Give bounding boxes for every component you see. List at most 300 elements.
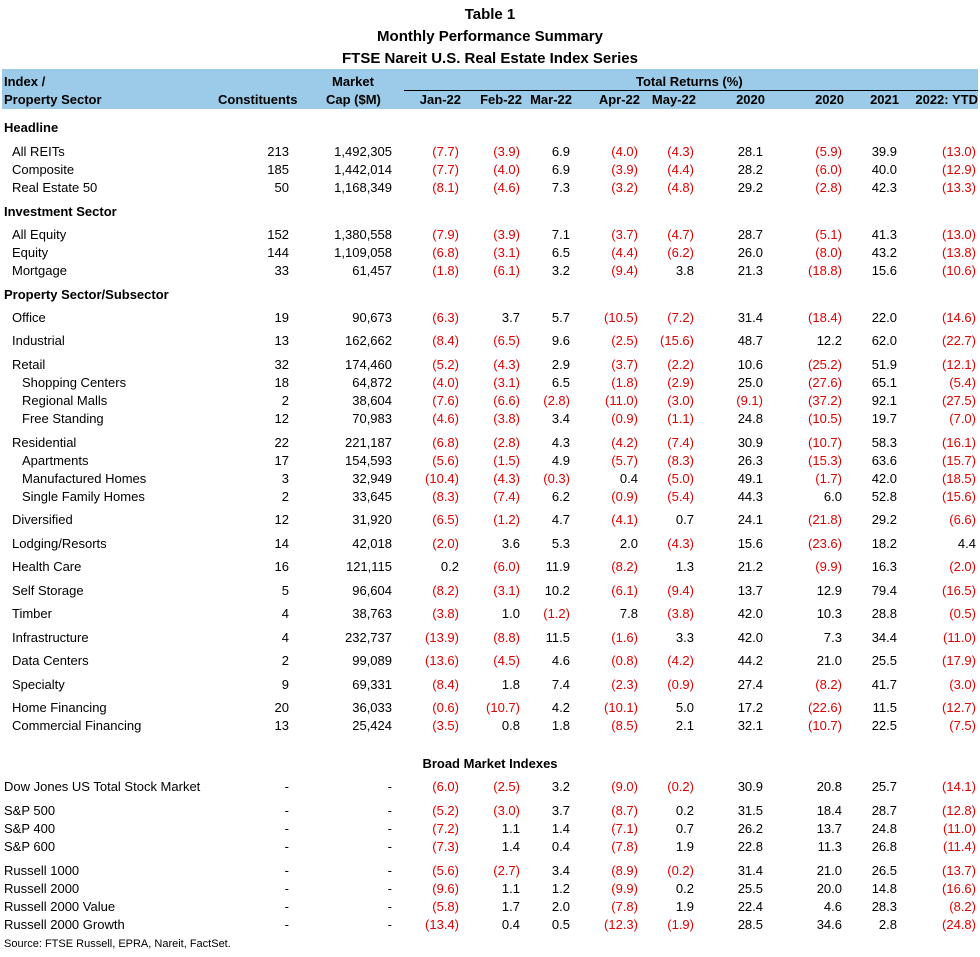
return-cell: (4.3)	[667, 144, 694, 159]
return-cell: 31.4	[737, 310, 763, 325]
market-cap-cell: 42,018	[352, 536, 392, 551]
row-label: S&P 500	[4, 803, 56, 818]
table-row	[0, 582, 980, 600]
return-cell: 11.3	[817, 839, 842, 854]
return-cell: 48.7	[737, 333, 763, 348]
return-cell: (3.0)	[667, 393, 694, 408]
table-row	[0, 558, 980, 576]
return-cell: 6.0	[823, 489, 842, 504]
return-cell: (5.9)	[815, 144, 842, 159]
return-cell: (8.1)	[432, 180, 459, 195]
section-header	[0, 286, 980, 304]
return-cell: (8.3)	[667, 453, 694, 468]
return-cell: 6.5	[551, 375, 570, 390]
row-label: Regional Malls	[22, 393, 108, 408]
return-cell: 58.3	[871, 435, 897, 450]
return-cell: (7.4)	[493, 489, 520, 504]
row-label: Equity	[12, 245, 49, 260]
row-label: Single Family Homes	[22, 489, 145, 504]
market-cap-cell: -	[387, 881, 392, 896]
table-row	[0, 862, 980, 880]
market-cap-cell: 36,033	[352, 700, 392, 715]
return-cell: (9.0)	[611, 779, 638, 794]
return-cell: (12.7)	[942, 700, 976, 715]
constituents-cell: -	[284, 821, 289, 836]
return-cell: (0.3)	[543, 471, 570, 486]
return-cell: (1.5)	[493, 453, 520, 468]
return-cell: 21.3	[737, 263, 763, 278]
return-cell: (8.2)	[611, 559, 638, 574]
return-cell: (27.6)	[808, 375, 842, 390]
return-cell: (11.0)	[605, 393, 638, 408]
return-cell: 30.9	[737, 779, 763, 794]
return-cell: (5.6)	[432, 863, 459, 878]
return-cell: 7.4	[551, 677, 570, 692]
return-cell: (9.4)	[667, 583, 694, 598]
table-row	[0, 410, 980, 428]
return-cell: 0.7	[675, 512, 694, 527]
row-label: S&P 600	[4, 839, 56, 854]
return-cell: 28.2	[737, 162, 763, 177]
return-cell: (5.7)	[611, 453, 638, 468]
constituents-cell: 2	[281, 393, 289, 408]
return-cell: (6.8)	[432, 435, 459, 450]
table-row	[0, 511, 980, 529]
market-cap-cell: 70,983	[352, 411, 392, 426]
return-cell: (2.0)	[432, 536, 459, 551]
return-cell: 2.0	[619, 536, 638, 551]
return-cell: (2.9)	[667, 375, 694, 390]
table-row	[0, 226, 980, 244]
constituents-cell: 12	[274, 512, 289, 527]
return-cell: (2.8)	[815, 180, 842, 195]
return-cell: 13.7	[737, 583, 763, 598]
return-cell: 22.5	[871, 718, 897, 733]
return-cell: (6.0)	[432, 779, 459, 794]
constituents-cell: 5	[281, 583, 289, 598]
return-cell: (13.0)	[942, 144, 976, 159]
return-cell: (9.9)	[611, 881, 638, 896]
return-cell: (3.9)	[493, 144, 520, 159]
market-cap-cell: -	[387, 779, 392, 794]
return-cell: (4.3)	[493, 471, 520, 486]
return-cell: 19.7	[871, 411, 897, 426]
return-cell: (8.2)	[432, 583, 459, 598]
return-cell: 25.5	[871, 653, 897, 668]
return-cell: 11.5	[872, 700, 897, 715]
return-cell: 42.3	[871, 180, 897, 195]
return-cell: (13.7)	[942, 863, 976, 878]
return-cell: (8.2)	[815, 677, 842, 692]
constituents-cell: -	[284, 899, 289, 914]
return-cell: 0.4	[551, 839, 570, 854]
market-cap-cell: 1,109,058	[334, 245, 392, 260]
table-row	[0, 392, 980, 410]
return-cell: (1.1)	[667, 411, 694, 426]
table-row	[0, 161, 980, 179]
table-row	[0, 880, 980, 898]
return-cell: 21.0	[816, 863, 842, 878]
header-market: Market	[332, 74, 374, 89]
table-row	[0, 332, 980, 350]
return-cell: 18.4	[816, 803, 842, 818]
market-cap-cell: -	[387, 821, 392, 836]
return-cell: (3.1)	[493, 583, 520, 598]
return-cell: 3.2	[551, 263, 570, 278]
constituents-cell: 17	[274, 453, 289, 468]
row-label: Data Centers	[12, 653, 89, 668]
return-cell: (3.8)	[432, 606, 459, 621]
table-subtitle-2: FTSE Nareit U.S. Real Estate Index Series	[342, 50, 638, 67]
return-cell: 7.3	[551, 180, 570, 195]
return-cell: (13.0)	[942, 227, 976, 242]
return-cell: (3.2)	[611, 180, 638, 195]
return-cell: 24.8	[737, 411, 763, 426]
table-row	[0, 676, 980, 694]
return-cell: (6.1)	[611, 583, 638, 598]
return-cell: 10.6	[737, 357, 763, 372]
constituents-cell: 4	[281, 630, 289, 645]
constituents-cell: 185	[267, 162, 289, 177]
return-cell: 18.2	[871, 536, 897, 551]
return-cell: (2.7)	[493, 863, 520, 878]
return-cell: 28.3	[871, 899, 897, 914]
return-cell: 16.3	[871, 559, 897, 574]
header-period: Jan-22	[419, 92, 461, 107]
header-period: Apr-22	[598, 92, 640, 107]
return-cell: (1.7)	[815, 471, 842, 486]
return-cell: (22.7)	[942, 333, 976, 348]
header-property-sector: Property Sector	[4, 92, 102, 107]
return-cell: 11.9	[545, 559, 570, 574]
return-cell: 10.2	[544, 583, 570, 598]
return-cell: 17.2	[737, 700, 763, 715]
return-cell: (13.9)	[425, 630, 459, 645]
return-cell: 3.3	[675, 630, 694, 645]
row-label: Commercial Financing	[12, 718, 142, 733]
return-cell: 31.5	[737, 803, 763, 818]
table-header	[2, 69, 978, 109]
return-cell: (3.0)	[949, 677, 976, 692]
return-cell: (7.7)	[432, 162, 459, 177]
return-cell: (4.5)	[493, 653, 520, 668]
table-row	[0, 838, 980, 856]
return-cell: 41.3	[871, 227, 897, 242]
return-cell: (0.9)	[611, 489, 638, 504]
return-cell: (10.7)	[808, 435, 842, 450]
return-cell: (10.6)	[942, 263, 976, 278]
section-header	[0, 119, 980, 137]
return-cell: (7.9)	[432, 227, 459, 242]
return-cell: 49.1	[737, 471, 763, 486]
return-cell: 92.1	[871, 393, 897, 408]
row-label: Dow Jones US Total Stock Market	[4, 779, 201, 794]
header-period: 2021	[870, 92, 899, 107]
return-cell: 42.0	[871, 471, 897, 486]
return-cell: (9.9)	[815, 559, 842, 574]
table-row	[0, 356, 980, 374]
return-cell: (0.6)	[432, 700, 459, 715]
return-cell: 51.9	[871, 357, 897, 372]
return-cell: 26.0	[737, 245, 763, 260]
row-label: Composite	[12, 162, 75, 177]
constituents-cell: 12	[274, 411, 289, 426]
return-cell: 1.8	[551, 718, 570, 733]
return-cell: 28.8	[871, 606, 897, 621]
row-label: Industrial	[12, 333, 65, 348]
return-cell: (10.7)	[486, 700, 520, 715]
return-cell: (3.5)	[432, 718, 459, 733]
return-cell: (8.7)	[611, 803, 638, 818]
return-cell: (13.6)	[425, 653, 459, 668]
constituents-cell: -	[284, 881, 289, 896]
return-cell: (7.8)	[611, 899, 638, 914]
market-cap-cell: 32,949	[352, 471, 392, 486]
return-cell: (6.0)	[493, 559, 520, 574]
header-cap: Cap ($M)	[326, 92, 381, 107]
return-cell: (18.5)	[942, 471, 976, 486]
return-cell: 31.4	[737, 863, 763, 878]
constituents-cell: -	[284, 839, 289, 854]
return-cell: 13.7	[816, 821, 842, 836]
row-label: Residential	[12, 435, 77, 450]
return-cell: 1.4	[501, 839, 520, 854]
return-cell: (14.6)	[942, 310, 976, 325]
table-row	[0, 309, 980, 327]
return-cell: 20.0	[816, 881, 842, 896]
return-cell: 4.4	[957, 536, 976, 551]
return-cell: 52.8	[871, 489, 897, 504]
row-label: Apartments	[22, 453, 89, 468]
return-cell: (13.8)	[942, 245, 976, 260]
table-subtitle: Monthly Performance Summary	[377, 28, 603, 45]
section-header	[0, 203, 980, 221]
return-cell: (14.1)	[942, 779, 976, 794]
constituents-cell: 4	[281, 606, 289, 621]
return-cell: (4.2)	[611, 435, 638, 450]
return-cell: (12.9)	[942, 162, 976, 177]
return-cell: 15.6	[737, 536, 763, 551]
return-cell: 63.6	[871, 453, 897, 468]
row-label: Russell 1000	[4, 863, 80, 878]
return-cell: (3.9)	[611, 162, 638, 177]
return-cell: (15.6)	[660, 333, 694, 348]
return-cell: 4.7	[551, 512, 570, 527]
return-cell: (8.2)	[949, 899, 976, 914]
return-cell: (3.9)	[493, 227, 520, 242]
return-cell: (11.0)	[943, 630, 976, 645]
return-cell: 14.8	[871, 881, 897, 896]
return-cell: (4.1)	[611, 512, 638, 527]
return-cell: (1.2)	[543, 606, 570, 621]
table-title: Table 1	[464, 6, 516, 23]
header-period: 2020	[815, 92, 844, 107]
return-cell: (5.0)	[667, 471, 694, 486]
return-cell: (18.4)	[808, 310, 842, 325]
market-cap-cell: -	[387, 803, 392, 818]
return-cell: (37.2)	[808, 393, 842, 408]
return-cell: 6.9	[551, 144, 570, 159]
return-cell: 4.2	[551, 700, 570, 715]
table-row	[0, 820, 980, 838]
row-label: Diversified	[12, 512, 73, 527]
return-cell: (22.6)	[808, 700, 842, 715]
return-cell: (5.2)	[432, 357, 459, 372]
return-cell: 12.9	[816, 583, 842, 598]
return-cell: 1.7	[501, 899, 520, 914]
return-cell: (5.4)	[667, 489, 694, 504]
return-cell: (5.4)	[949, 375, 976, 390]
constituents-cell: 16	[274, 559, 289, 574]
header-underline	[404, 90, 978, 91]
header-index: Index /	[4, 74, 46, 89]
return-cell: (8.4)	[432, 677, 459, 692]
return-cell: (9.1)	[736, 393, 763, 408]
market-cap-cell: 25,424	[352, 718, 392, 733]
return-cell: (6.3)	[432, 310, 459, 325]
market-cap-cell: 1,492,305	[334, 144, 392, 159]
section-label: Investment Sector	[4, 204, 117, 219]
market-cap-cell: 61,457	[352, 263, 392, 278]
return-cell: (7.5)	[949, 718, 976, 733]
return-cell: (10.5)	[808, 411, 842, 426]
return-cell: (16.6)	[942, 881, 976, 896]
return-cell: 4.6	[823, 899, 842, 914]
market-cap-cell: 1,168,349	[334, 180, 392, 195]
table-row	[0, 717, 980, 735]
return-cell: 40.0	[871, 162, 897, 177]
return-cell: 28.7	[737, 227, 763, 242]
return-cell: 26.5	[871, 863, 897, 878]
return-cell: (6.0)	[815, 162, 842, 177]
return-cell: 6.5	[551, 245, 570, 260]
return-cell: (6.6)	[493, 393, 520, 408]
row-label: Shopping Centers	[22, 375, 127, 390]
market-cap-cell: 38,604	[352, 393, 392, 408]
row-label: Mortgage	[12, 263, 67, 278]
return-cell: (11.0)	[943, 821, 976, 836]
source-footnote: Source: FTSE Russell, EPRA, Nareit, FactSet.	[4, 938, 231, 950]
return-cell: 39.9	[871, 144, 897, 159]
return-cell: (0.2)	[667, 863, 694, 878]
return-cell: (4.4)	[611, 245, 638, 260]
market-cap-cell: 174,460	[345, 357, 392, 372]
return-cell: 21.0	[816, 653, 842, 668]
constituents-cell: 50	[274, 180, 289, 195]
table-row	[0, 488, 980, 506]
market-cap-cell: 38,763	[352, 606, 392, 621]
table-row	[0, 778, 980, 796]
row-label: All REITs	[12, 144, 65, 159]
return-cell: (15.6)	[942, 489, 976, 504]
return-cell: (7.3)	[432, 839, 459, 854]
header-period: 2022: YTD	[915, 92, 978, 107]
constituents-cell: 13	[274, 718, 289, 733]
return-cell: 6.2	[551, 489, 570, 504]
market-cap-cell: 31,920	[352, 512, 392, 527]
table-row	[0, 244, 980, 262]
constituents-cell: 3	[281, 471, 289, 486]
return-cell: (8.8)	[493, 630, 520, 645]
return-cell: (7.0)	[949, 411, 976, 426]
return-cell: (15.7)	[942, 453, 976, 468]
return-cell: 6.9	[551, 162, 570, 177]
return-cell: (12.3)	[604, 917, 638, 932]
table-row	[0, 898, 980, 916]
return-cell: 3.2	[551, 779, 570, 794]
return-cell: 3.4	[551, 411, 570, 426]
return-cell: (8.9)	[611, 863, 638, 878]
return-cell: 62.0	[871, 333, 897, 348]
return-cell: (3.7)	[611, 227, 638, 242]
return-cell: (4.7)	[667, 227, 694, 242]
row-label: Russell 2000	[4, 881, 80, 896]
row-label: Home Financing	[12, 700, 107, 715]
row-label: Self Storage	[12, 583, 84, 598]
return-cell: 30.9	[737, 435, 763, 450]
table-row	[0, 802, 980, 820]
row-label: Free Standing	[22, 411, 104, 426]
return-cell: (3.8)	[667, 606, 694, 621]
constituents-cell: 152	[267, 227, 289, 242]
return-cell: (6.5)	[432, 512, 459, 527]
constituents-cell: -	[284, 779, 289, 794]
constituents-cell: 20	[274, 700, 289, 715]
return-cell: 28.7	[871, 803, 897, 818]
return-cell: 3.6	[501, 536, 520, 551]
constituents-cell: -	[284, 803, 289, 818]
return-cell: (7.1)	[611, 821, 638, 836]
return-cell: (0.8)	[611, 653, 638, 668]
constituents-cell: 213	[267, 144, 289, 159]
return-cell: 22.4	[737, 899, 763, 914]
constituents-cell: 2	[281, 489, 289, 504]
row-label: Russell 2000 Growth	[4, 917, 125, 932]
return-cell: (2.5)	[493, 779, 520, 794]
return-cell: (4.0)	[432, 375, 459, 390]
return-cell: 1.9	[675, 899, 694, 914]
return-cell: (5.8)	[432, 899, 459, 914]
return-cell: (1.8)	[432, 263, 459, 278]
return-cell: 22.8	[737, 839, 763, 854]
return-cell: (8.5)	[611, 718, 638, 733]
market-cap-cell: -	[387, 839, 392, 854]
return-cell: 34.6	[816, 917, 842, 932]
return-cell: 0.4	[619, 471, 638, 486]
return-cell: (16.1)	[942, 435, 976, 450]
table-row	[0, 629, 980, 647]
return-cell: (4.3)	[493, 357, 520, 372]
return-cell: 65.1	[871, 375, 897, 390]
return-cell: 3.4	[551, 863, 570, 878]
return-cell: (15.3)	[808, 453, 842, 468]
return-cell: 5.0	[675, 700, 694, 715]
market-cap-cell: 121,115	[345, 559, 392, 574]
constituents-cell: 18	[274, 375, 289, 390]
return-cell: 22.0	[871, 310, 897, 325]
return-cell: (4.0)	[493, 162, 520, 177]
return-cell: 1.0	[501, 606, 520, 621]
return-cell: 25.0	[737, 375, 763, 390]
return-cell: (4.4)	[667, 162, 694, 177]
market-cap-cell: 33,645	[352, 489, 392, 504]
return-cell: 27.4	[737, 677, 763, 692]
return-cell: 34.4	[871, 630, 897, 645]
return-cell: 0.5	[551, 917, 570, 932]
return-cell: (7.2)	[667, 310, 694, 325]
return-cell: (0.9)	[611, 411, 638, 426]
return-cell: (10.7)	[808, 718, 842, 733]
